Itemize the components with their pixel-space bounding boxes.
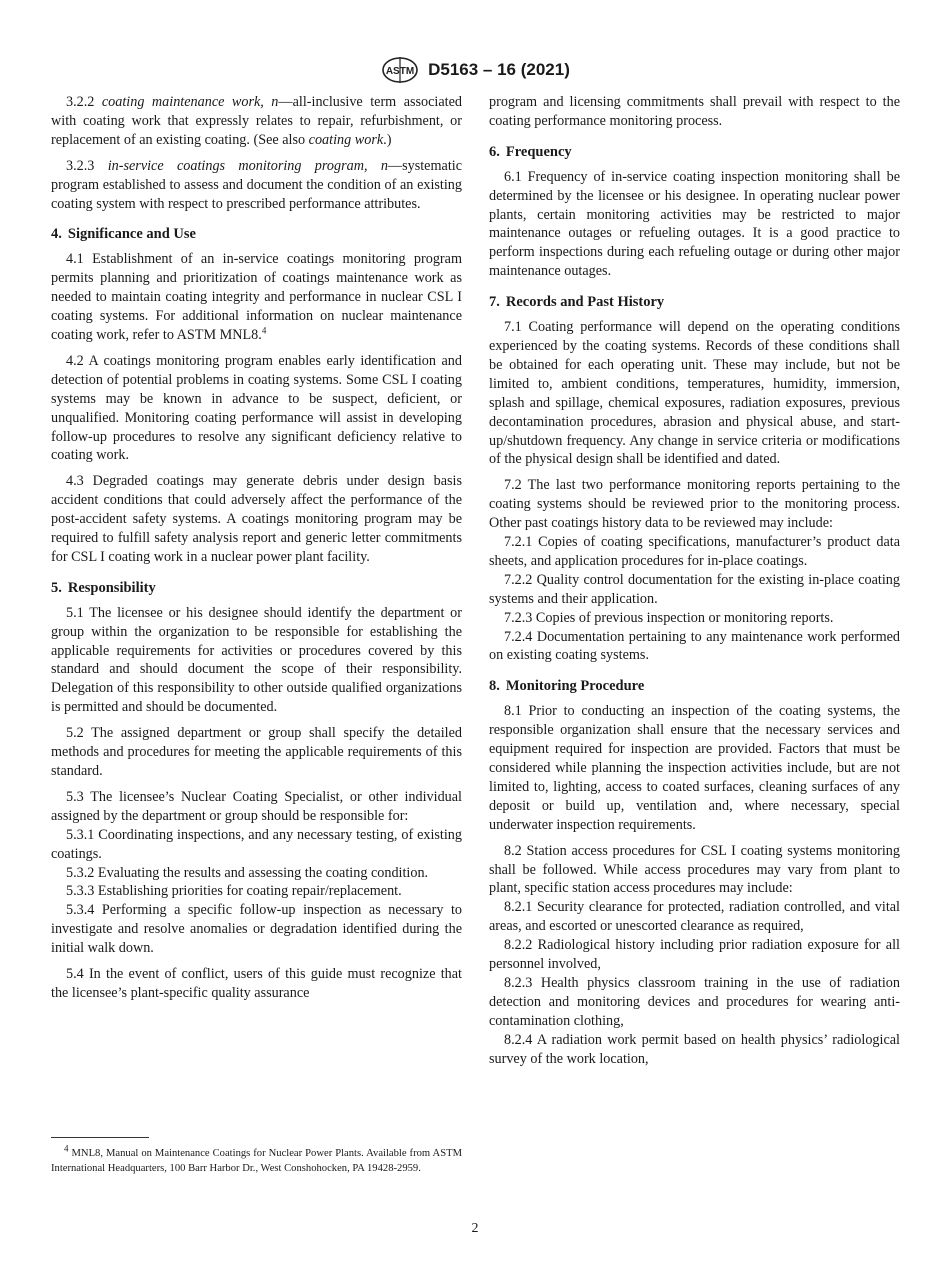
paragraph-8-2-1: 8.2.1 Security clearance for protected, radiation controlled, and vital areas, and escorted or unescorted clearance as required, (489, 899, 900, 935)
right-column (489, 93, 900, 1069)
paragraph-7-1: 7.1 Coating performance will depend on the operating conditions experienced by the coating systems. Records of these conditions shall be obtained for each operating unit. These may include, but not be limited to, ambient conditions, temperatures, humidity, immersion, splash and spillage, chemical exposures, radiation exposures, previous decontamination procedures, abrasion and physical abuse, and start-up/shutdown frequency. Any change in service criteria or modifications of the physical design shall be identified and dated. (489, 319, 900, 468)
section-5-heading: 5. Responsibility (51, 579, 156, 596)
paragraph-4-3: 4.3 Degraded coatings may generate debris under design basis accident conditions that could adversely affect the performance of the post-accident safety systems. A coatings monitoring program may be required to fulfill safety analysis report and generic letter commitments for CSL I coating work in a nuclear power plant facility. (51, 473, 462, 565)
paragraph-7-2-4: 7.2.4 Documentation pertaining to any maintenance work performed on existing coating systems. (489, 628, 900, 664)
paragraph-5-1: 5.1 The licensee or his designee should identify the department or group within the organization to be responsible for establishing the applicable requirements for activities or procedures covered by this standard and should document the scope of their responsibility. Delegation of this responsibility to other outside qualified organizations is permitted and should be documented. (51, 604, 462, 716)
paragraph-7-2-3: 7.2.3 Copies of previous inspection or monitoring reports. (504, 609, 834, 626)
paragraph-8-2: 8.2 Station access procedures for CSL I coating systems monitoring shall be followed. While access procedures may vary from plant to plant, specific station access procedures may include: (489, 842, 900, 897)
paragraph-6-1: 6.1 Frequency of in-service coating inspection monitoring shall be determined by the licensee or his designee. In operating nuclear power plants, certain monitoring activities may be restricted to major maintenance outages or refueling outages. It is a good practice to perform inspections during each refueling outage or during other major maintenance outages. (489, 168, 900, 280)
section-6-heading: 6. Frequency (489, 143, 572, 160)
paragraph-5-4: 5.4 In the event of conflict, users of this guide must recognize that the licensee’s plant-specific quality assurance (51, 966, 462, 1001)
paragraph-7-2-1: 7.2.1 Copies of coating specifications, manufacturer’s product data sheets, and application procedures for in-place coatings. (489, 534, 900, 569)
paragraph-5-3-4: 5.3.4 Performing a specific follow-up inspection as necessary to investigate and resolve anomalies or degradation identified during the initial walk down. (51, 902, 462, 957)
astm-logo-icon (380, 56, 420, 84)
paragraph-8-1: 8.1 Prior to conducting an inspection of the coating systems, the responsible organization shall ensure that the necessary services and equipment required for inspection are provided. Factors that must be considered while planning the inspection activities include, but are not limited to, lighting, access to coated surfaces, cleaning surfaces of any deposit or build up, ventilation and, where necessary, special underwater inspection requirements. (489, 703, 900, 833)
document-designation: D5163 – 16 (2021) (428, 60, 570, 79)
page-header (0, 56, 950, 84)
paragraph-5-3-2: 5.3.2 Evaluating the results and assessing the coating condition. (66, 864, 429, 881)
footnote-divider (51, 1137, 149, 1138)
footnote: $^4$ MNL8, Manual on Maintenance Coatings for Nuclear Power Plants. Available from ASTM International Headquarters, 100 Barr Harbor Dr., West Conshohocken, PA 19428-2959. (51, 1143, 462, 1174)
paragraph-3-2-3: 3.2.3 in-service coatings monitoring program, n—systematic program established to assess and document the condition of an existing coating system with respect to prescribed performance attributes. (51, 157, 462, 212)
paragraph-7-2-2: 7.2.2 Quality control documentation for the existing in-place coating systems and their application. (489, 571, 900, 607)
paragraph-5-3-3: 5.3.3 Establishing priorities for coating repair/replacement. (66, 883, 402, 900)
paragraph-5-2: 5.2 The assigned department or group shall specify the detailed methods and procedures for meeting the applicable requirements of this standard. (51, 725, 462, 779)
paragraph-7-2: 7.2 The last two performance monitoring reports pertaining to the coating systems should be reviewed prior to the monitoring process. Other past coatings history data to be reviewed may include: (489, 477, 900, 532)
footnote-mark: 4 (64, 1143, 69, 1154)
paragraph-3-2-2: 3.2.2 coating maintenance work, n—all-inclusive term associated with coating work that expressly relates to repair, refurbishment, or replacement of an existing coating. (See also coating work.) (51, 94, 463, 148)
section-8-heading: 8. Monitoring Procedure (489, 678, 645, 695)
paragraph-5-3-1: 5.3.1 Coordinating inspections, and any necessary testing, of existing coatings. (51, 826, 462, 862)
page-number: 2 (471, 1221, 479, 1236)
paragraph-5-3: 5.3 The licensee’s Nuclear Coating Specialist, or other individual assigned by the department or group should be responsible for: (51, 788, 462, 824)
paragraph-4-2: 4.2 A coatings monitoring program enables early identification and detection of potential problems in coating systems. Some CSL I coating systems may be known in advance to be suspect, deficient, or unqualified. Monitoring coating performance will assist in developing follow-up procedures to resolve any significant deficiency relative to coating work. (51, 352, 462, 464)
left-column (51, 93, 462, 1010)
paragraph-8-2-3: 8.2.3 Health physics classroom training in the use of radiation detection and monitoring devices and procedures for wearing anti-contamination clothing, (489, 974, 900, 1029)
paragraph-4-1: 4.1 Establishment of an in-service coatings monitoring program permits planning and prioritization of coatings maintenance work as needed to maintain coating integrity and performance in nuclear CSL I coating systems. For additional information on nuclear maintenance coating work, refer to ASTM MNL8.$^4$ (51, 251, 462, 343)
section-7-heading: 7. Records and Past History (489, 294, 665, 311)
svg-text:ASTM: ASTM (385, 66, 415, 77)
footnote-ref: 4 (261, 325, 267, 336)
paragraph-8-2-2: 8.2.2 Radiological history including prior radiation exposure for all personnel involved, (489, 937, 900, 973)
paragraph-5-4-continued: program and licensing commitments shall prevail with respect to the coating performance monitoring process. (489, 94, 900, 129)
section-4-heading: 4. Significance and Use (51, 226, 196, 243)
paragraph-8-2-4: 8.2.4 A radiation work permit based on health physics’ radiological survey of the work location, (489, 1031, 900, 1067)
